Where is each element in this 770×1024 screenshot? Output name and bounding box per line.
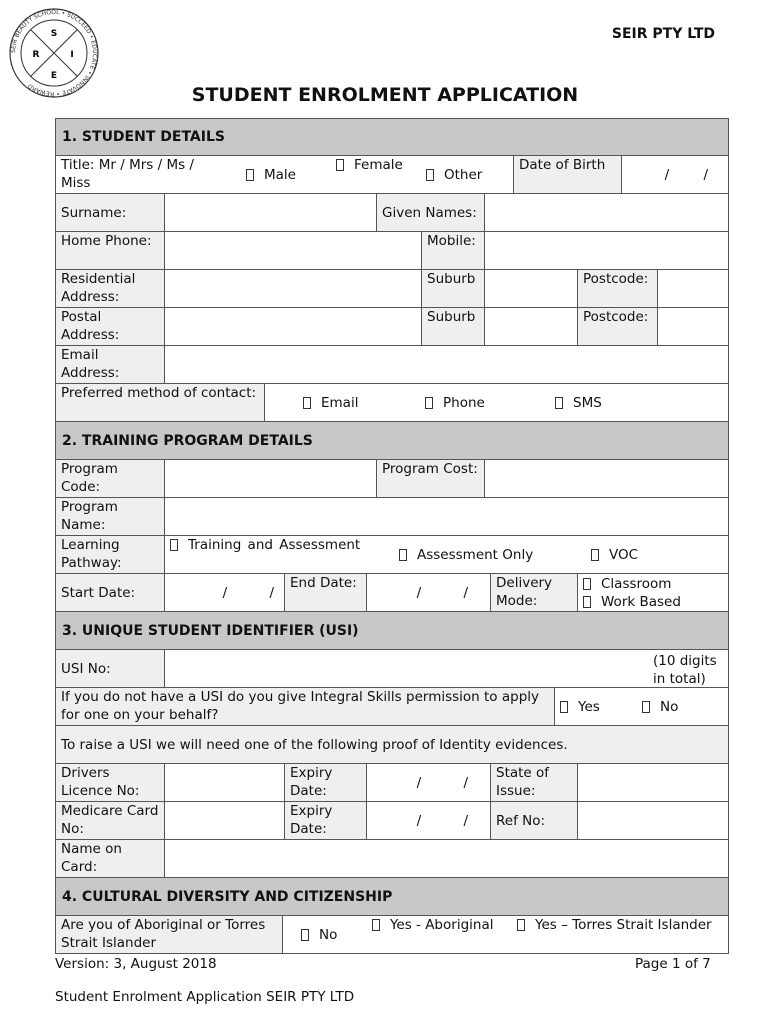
residential-row [55,270,729,308]
usi-label: USI No: [56,650,164,687]
ref-no-label: Ref No: [490,802,577,839]
surname-field[interactable] [164,194,376,231]
classroom-checkbox[interactable] [583,578,591,590]
usi-field[interactable] [164,650,728,687]
program-cost-label: Program Cost: [376,460,484,497]
name-row [55,194,729,232]
medicare-field[interactable] [164,802,284,839]
aboriginal-question: Are you of Aboriginal or Torres Strait Islander [56,916,282,953]
page-title: STUDENT ENROLMENT APPLICATION [191,84,579,106]
aboriginal-no-checkbox[interactable] [301,929,309,941]
female-checkbox[interactable] [336,159,344,171]
dates-row [55,574,729,612]
footer-document-name: Student Enrolment Application SEIR PTY LTD [55,989,355,1005]
section-student-details: 1. STUDENT DETAILS [55,118,729,156]
res-postcode-field[interactable] [657,270,728,307]
medicare-expiry-label: Expiry Date: [284,802,366,839]
section-training-program: 2. TRAINING PROGRAM DETAILS [55,422,729,460]
learning-pathway-label: Learning Pathway: [56,536,164,573]
res-postcode-label: Postcode: [577,270,657,307]
section-cultural-diversity: 4. CULTURAL DIVERSITY AND CITIZENSHIP [55,878,729,916]
residential-field[interactable] [164,270,421,307]
licence-expiry-label: Expiry Date: [284,764,366,801]
contact-sms-checkbox[interactable] [555,397,563,409]
usi-digits-note: (10 digits in total) [653,653,717,687]
logo-letter-s: S [50,29,58,39]
contact-phone-checkbox[interactable] [425,397,433,409]
learning-pathway-row [55,536,729,574]
dob-label: Date of Birth [513,156,621,193]
aboriginal-no-option[interactable]: No [282,916,362,953]
name-on-card-row [55,840,729,878]
contact-options [264,384,728,421]
phone-row [55,232,729,270]
program-name-field[interactable] [164,498,728,535]
postal-suburb-label: Suburb [421,308,484,345]
usi-permission-options [554,688,728,725]
yes-aboriginal-option[interactable]: Yes - Aboriginal [362,916,512,953]
postal-label: Postal Address: [56,308,164,345]
voc-option[interactable]: VOC [586,536,728,573]
usi-row [55,650,729,688]
dob-field[interactable]: / / [621,156,728,193]
section-usi: 3. UNIQUE STUDENT IDENTIFIER (USI) [55,612,729,650]
usi-digit-lines [170,652,723,687]
medicare-row [55,802,729,840]
licence-expiry-field[interactable]: / / [366,764,490,801]
postal-postcode-label: Postcode: [577,308,657,345]
assessment-only-option[interactable]: Assessment Only [394,536,584,573]
email-row [55,346,729,384]
program-name-row [55,498,729,536]
male-checkbox[interactable] [246,169,254,181]
given-names-field[interactable] [484,194,728,231]
logo-letter-r: R [32,50,40,60]
usi-permission-question: If you do not have a USI do you give Integral Skills permission to apply for one on your behalf? [56,688,554,725]
work-based-checkbox[interactable] [583,596,591,608]
classroom-option[interactable]: Classroom [583,575,671,593]
email-label: Email Address: [56,346,164,383]
yes-torres-option[interactable]: Yes – Torres Strait Islander [512,916,728,953]
company-name: SEIR PTY LTD [611,26,715,42]
ref-no-field[interactable] [577,802,728,839]
surname-label: Surname: [56,194,164,231]
program-code-row [55,460,729,498]
postal-field[interactable] [164,308,421,345]
home-phone-field[interactable] [164,232,421,269]
state-issue-field[interactable] [577,764,728,801]
training-assessment-option[interactable]: Training and Assessment [164,536,394,573]
contact-email-option[interactable]: Email [303,394,425,412]
postal-suburb-field[interactable] [484,308,577,345]
yes-torres-checkbox[interactable] [517,919,525,931]
drivers-licence-label: Drivers Licence No: [56,764,164,801]
logo-letter-i: I [70,50,74,60]
drivers-licence-row [55,764,729,802]
program-name-label: Program Name: [56,498,164,535]
home-phone-label: Home Phone: [56,232,164,269]
contact-email-checkbox[interactable] [303,397,311,409]
usi-permission-row [55,688,729,726]
female-option[interactable]: Female [331,156,421,193]
mobile-field[interactable] [484,232,728,269]
preferred-contact-label: Preferred method of contact: [56,384,264,421]
usi-yes-checkbox[interactable] [560,701,568,713]
end-date-label: End Date: [284,574,366,611]
other-option[interactable]: Other [421,156,511,193]
email-field[interactable] [164,346,728,383]
proof-note: To raise a USI we will need one of the following proof of Identity evidences. [61,736,568,753]
title-gender-row [55,156,729,194]
program-code-field[interactable] [164,460,376,497]
training-assessment-checkbox[interactable] [170,539,178,551]
res-suburb-field[interactable] [484,270,577,307]
program-code-label: Program Code: [56,460,164,497]
footer-version: Version: 3, August 2018 [55,956,217,972]
logo-ring-text: SEIR BEAUTY SCHOOL • SUCCEED • EDUCATE • INNOVATE • REWARD [9,8,99,98]
aboriginal-row [55,916,729,954]
delivery-options [577,574,728,611]
title-label: Title: Mr / Mrs / Ms / Miss [61,157,194,191]
given-names-label: Given Names: [376,194,484,231]
start-date-label: Start Date: [56,574,164,611]
delivery-mode-label: Delivery Mode: [490,574,577,611]
postal-postcode-field[interactable] [657,308,728,345]
drivers-licence-field[interactable] [164,764,284,801]
usi-no-checkbox[interactable] [642,701,650,713]
start-date-field[interactable]: / / [164,574,284,611]
end-date-field[interactable]: / / [366,574,490,611]
preferred-contact-row [55,384,729,422]
yes-aboriginal-checkbox[interactable] [372,919,380,931]
contact-sms-option[interactable]: SMS [555,394,602,412]
male-option[interactable]: Male [241,156,331,193]
assessment-only-checkbox[interactable] [399,549,407,561]
footer-page-number: Page 1 of 7 [635,956,711,972]
mobile-label: Mobile: [421,232,484,269]
other-checkbox[interactable] [426,169,434,181]
voc-checkbox[interactable] [591,549,599,561]
program-cost-field[interactable] [484,460,728,497]
postal-row [55,308,729,346]
medicare-expiry-field[interactable]: / / [366,802,490,839]
res-suburb-label: Suburb [421,270,484,307]
work-based-option[interactable]: Work Based [583,593,681,611]
proof-note-row [55,726,729,764]
name-on-card-label: Name on Card: [56,840,164,877]
usi-yes-option[interactable]: Yes [560,698,642,716]
usi-no-option[interactable]: No [642,698,678,716]
state-issue-label: State of Issue: [490,764,577,801]
logo-letter-e: E [50,71,58,81]
residential-label: Residential Address: [56,270,164,307]
medicare-label: Medicare Card No: [56,802,164,839]
name-on-card-field[interactable] [164,840,728,877]
contact-phone-option[interactable]: Phone [425,394,555,412]
